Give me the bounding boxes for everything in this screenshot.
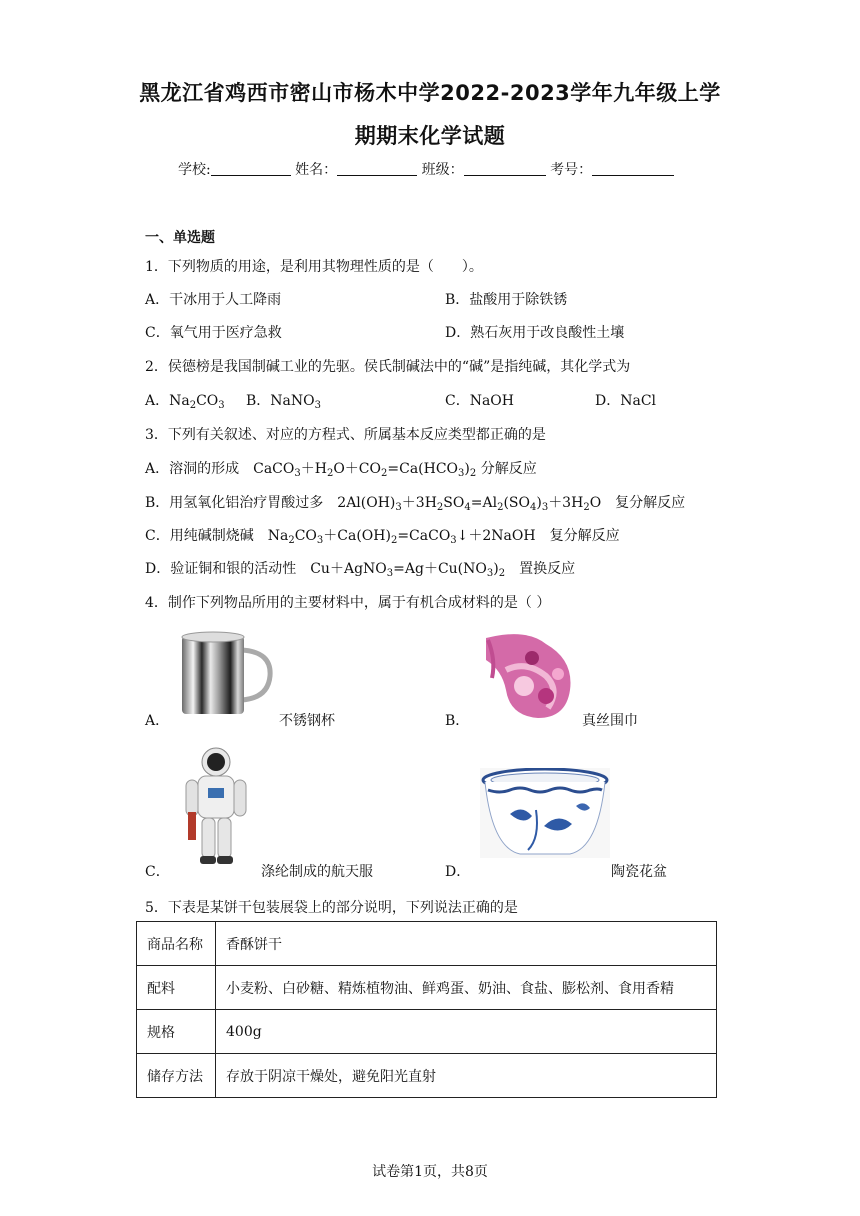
table-row	[137, 922, 717, 966]
q3-option-b[interactable]: B．用氢氧化铝治疗胃酸过多 $2Al(OH)_3+3H_2SO_4=Al_2(SO_4)_3+3H_2O$ 复分解反应	[145, 495, 686, 513]
table-key-cell: 配料	[137, 966, 216, 1010]
table-value-cell: 存放于阴凉干燥处，避免阳光直射	[216, 1054, 717, 1098]
table-key-cell: 规格	[137, 1010, 216, 1054]
q1-option-b[interactable]: B．盐酸用于除铁锈	[445, 292, 568, 308]
exam-number-label: 考号：	[550, 162, 593, 178]
class-blank[interactable]	[464, 161, 546, 176]
table-value-cell: 400g	[216, 1010, 717, 1054]
q4-option-d-letter[interactable]: D．	[445, 864, 471, 880]
q3-option-a[interactable]: A．溶洞的形成 $CaCO_3+H_2O+CO_2=Ca(HCO_3)_2$ 分解反应	[145, 461, 537, 479]
q4-option-a-letter[interactable]: A．	[145, 713, 170, 729]
table-row	[137, 1054, 717, 1098]
q1-option-c[interactable]: C．氧气用于医疗急救	[145, 325, 282, 341]
q3-stem: 3．下列有关叙述、对应的方程式、所属基本反应类型都正确的是	[145, 427, 546, 443]
q2-option-c[interactable]: C．NaOH	[445, 393, 514, 409]
q4-option-d-label: 陶瓷花盆	[611, 864, 667, 880]
exam-title-line2: 期期末化学试题	[354, 124, 506, 148]
q3-option-d[interactable]: D．验证铜和银的活动性 $Cu+AgNO_3=Ag+Cu(NO_3)_2$ 置换反应	[145, 561, 576, 579]
table-row	[137, 966, 717, 1010]
q4-option-b-label: 真丝围巾	[582, 713, 638, 729]
school-blank[interactable]	[211, 161, 291, 176]
table-key-cell: 储存方法	[137, 1054, 216, 1098]
class-label: 班级：	[421, 162, 464, 178]
q4-stem: 4．制作下列物品所用的主要材料中，属于有机合成材料的是（ ）	[145, 595, 551, 611]
page-footer: 试卷第1页，共8页	[372, 1164, 488, 1180]
section-heading: 一、单选题	[145, 230, 215, 246]
q2-option-b[interactable]: B．NaNO$_3$	[246, 393, 321, 411]
table-value-cell: 小麦粉、白砂糖、精炼植物油、鲜鸡蛋、奶油、食盐、膨松剂、食用香精	[216, 966, 717, 1010]
school-label: 学校:	[178, 162, 211, 178]
q2-stem: 2．侯德榜是我国制碱工业的先驱。侯氏制碱法中的“碱”是指纯碱，其化学式为	[145, 359, 631, 375]
q4-option-c-label: 涤纶制成的航天服	[261, 864, 373, 880]
q1-option-a[interactable]: A．干冰用于人工降雨	[145, 292, 282, 308]
exam-number-blank[interactable]	[592, 161, 674, 176]
exam-title-line1: 黑龙江省鸡西市密山市杨木中学2022-2023学年九年级上学	[139, 81, 721, 105]
product-info-table	[136, 921, 717, 1098]
name-blank[interactable]	[337, 161, 417, 176]
q1-stem: 1．下列物质的用途，是利用其物理性质的是（ ）。	[145, 259, 483, 275]
student-info-row	[178, 159, 674, 179]
silk-scarf-image	[476, 630, 581, 722]
q4-option-c-letter[interactable]: C．	[145, 864, 170, 880]
table-key-cell: 商品名称	[137, 922, 216, 966]
table-value-cell: 香酥饼干	[216, 922, 717, 966]
table-row	[137, 1010, 717, 1054]
stainless-steel-cup-image	[178, 628, 274, 718]
q4-option-b-letter[interactable]: B．	[445, 713, 470, 729]
q3-option-c[interactable]: C．用纯碱制烧碱 $Na_2CO_3+Ca(OH)_2=CaCO_3↓+2NaOH$ 复分解反应	[145, 528, 620, 546]
porcelain-flowerpot-image	[480, 768, 610, 858]
q2-option-a[interactable]: A．$Na_2CO_3$	[145, 393, 225, 411]
q5-stem: 5．下表是某饼干包装展袋上的部分说明，下列说法正确的是	[145, 900, 518, 916]
spacesuit-image	[182, 744, 254, 870]
q1-option-d[interactable]: D．熟石灰用于改良酸性土壤	[445, 325, 625, 341]
name-label: 姓名：	[295, 162, 338, 178]
q4-option-a-label: 不锈钢杯	[279, 713, 335, 729]
q2-option-d[interactable]: D．NaCl	[595, 393, 657, 409]
